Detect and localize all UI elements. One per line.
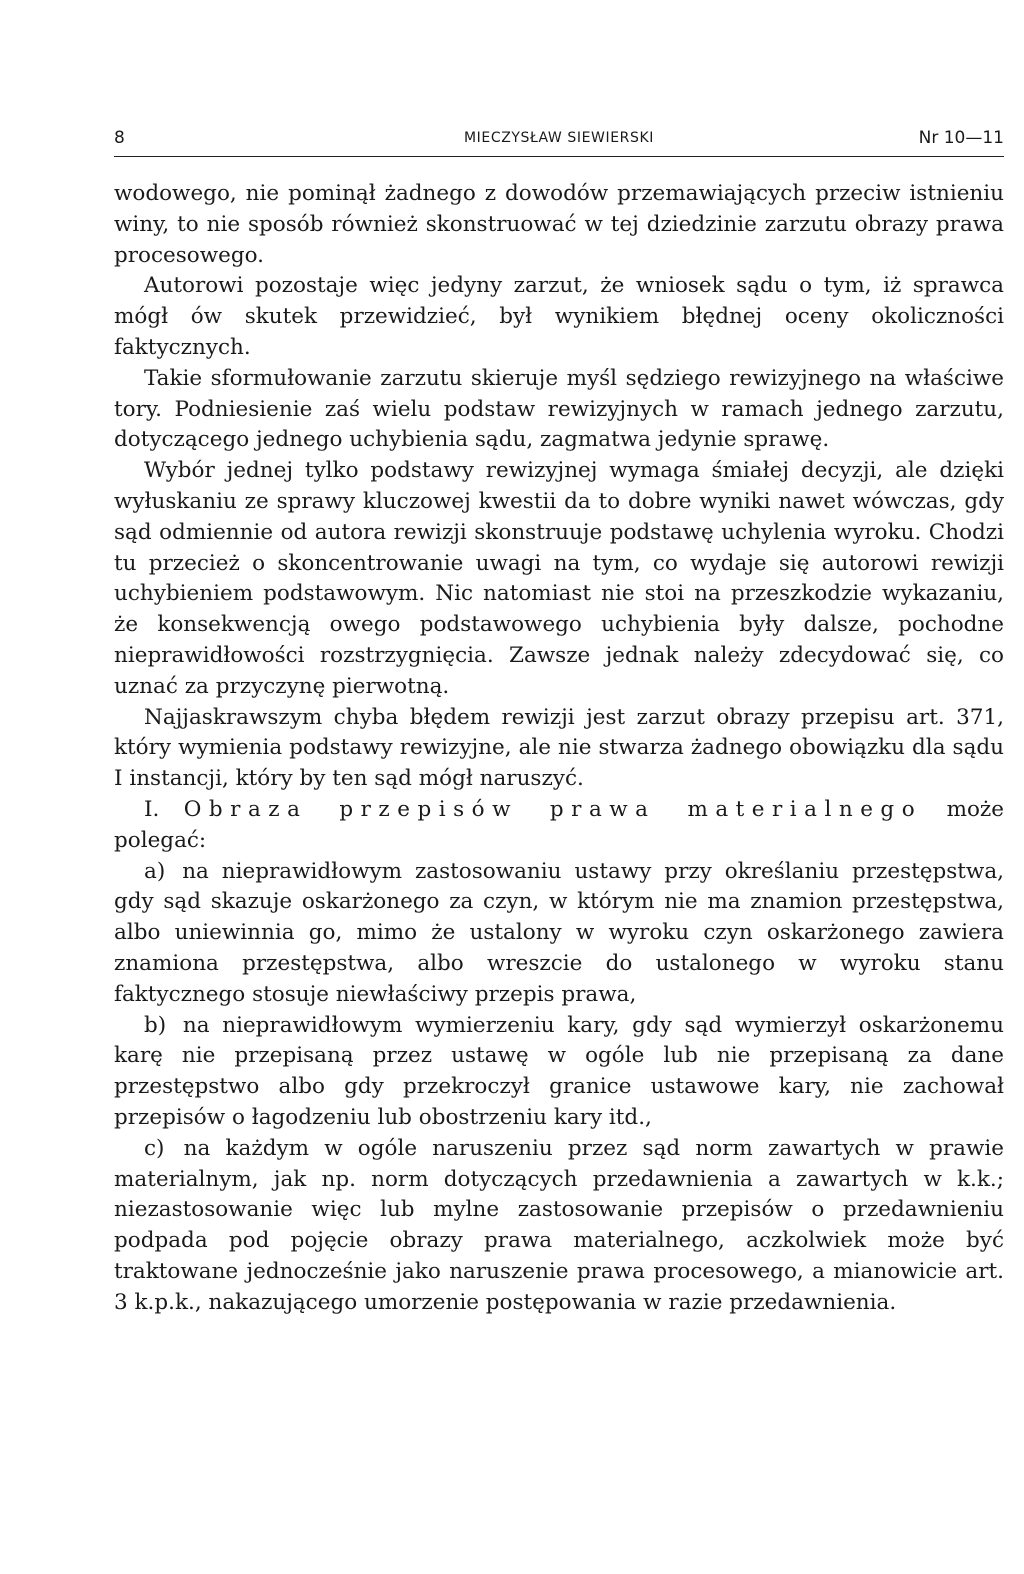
running-header (114, 128, 1004, 157)
section-number: I. (144, 796, 160, 822)
list-label: b) (144, 1012, 167, 1038)
list-item (114, 1134, 1004, 1319)
section-title-spaced: Obraza przepisów prawa materialnego (183, 796, 923, 822)
list-text: na nieprawidłowym zastosowaniu ustawy przy określaniu przestępstwa, gdy sąd skazuje oskarżonego za czyn, w którym nie ma znamion przestępstwa, albo uniewinnia go, mimo że ustalony w wyroku czyn oskarżonego zawiera znamiona przestępstwa, albo wreszcie do ustalonego w wyroku stanu faktycznego stosuje niewłaściwy przepis prawa, (114, 858, 1004, 1007)
list-item (114, 1011, 1004, 1134)
body-text (114, 179, 1004, 1318)
paragraph: Autorowi pozostaje więc jedyny zarzut, że wniosek sądu o tym, iż sprawca mógł ów skutek przewidzieć, był wynikiem błędnej oceny okoliczności faktycznych. (114, 273, 1004, 360)
list-text: na każdym w ogóle naruszeniu przez sąd norm zawartych w prawie materialnym, jak np. norm dotyczących przedawnienia a zawartych w k.k.; niezastosowanie więc lub mylne zastosowanie przepisów o przedawnieniu podpada pod pojęcie obrazy prawa materialnego, aczkolwiek może być traktowane jednocześnie jako naruszenie prawa procesowego, a mianowicie art. 3 k.p.k., nakazującego umorzenie postępowania w razie przedawnienia. (114, 1135, 1004, 1315)
paragraph: Takie sformułowanie zarzutu skieruje myśl sędziego rewizyjnego na właściwe tory. Podniesienie zaś wielu podstaw rewizyjnych w ramach jednego zarzutu, dotyczącego jednego uchybienia sądu, zagmatwa jedynie sprawę. (114, 365, 1004, 453)
issue-number: Nr 10—11 (918, 128, 1004, 148)
list-item (114, 857, 1004, 1011)
list-label: c) (144, 1135, 165, 1161)
paragraph-continuation: wodowego, nie pominął żadnego z dowodów przemawiających przeciw istnieniu winy, to nie sposób również skonstruować w tej dziedzinie zarzutu obrazy prawa procesowego. (114, 181, 1004, 268)
page-number: 8 (114, 128, 125, 148)
running-head-author: MIECZYSŁAW SIEWIERSKI (463, 130, 655, 146)
list-text: na nieprawidłowym wymierzeniu kary, gdy sąd wymierzył oskarżonemu karę nie przepisaną przez ustawę w ogóle lub nie przepisaną za dane przestępstwo albo gdy przekroczył granice ustawowe kary, nie zachował przepisów o łagodzeniu lub obostrzeniu kary itd., (114, 1012, 1004, 1130)
paragraph: Najjaskrawszym chyba błędem rewizji jest zarzut obrazy przepisu art. 371, który wymienia podstawy rewizyjne, ale nie stwarza żadnego obowiązku dla sądu I instancji, który by ten sąd mógł naruszyć. (114, 704, 1004, 792)
section-lead: może polegać: (114, 796, 1004, 853)
list-label: a) (144, 858, 166, 884)
paragraph: Wybór jednej tylko podstawy rewizyjnej wymaga śmiałej decyzji, ale dzięki wyłuskaniu ze sprawy kluczowej kwestii da to dobre wyniki nawet wówczas, gdy sąd odmiennie od autora rewizji skonstruuje podstawę uchylenia wyroku. Chodzi tu przecież o skoncentrowanie uwagi na tym, co wydaje się autorowi rewizji uchybieniem podstawowym. Nic natomiast nie stoi na przeszkodzie wykazaniu, że konsekwencją owego podstawowego uchybienia były dalsze, pochodne nieprawidłowości rozstrzygnięcia. Zawsze jednak należy zdecydować się, co uznać za przyczynę pierwotną. (114, 458, 1004, 699)
section-heading-paragraph (114, 795, 1004, 857)
